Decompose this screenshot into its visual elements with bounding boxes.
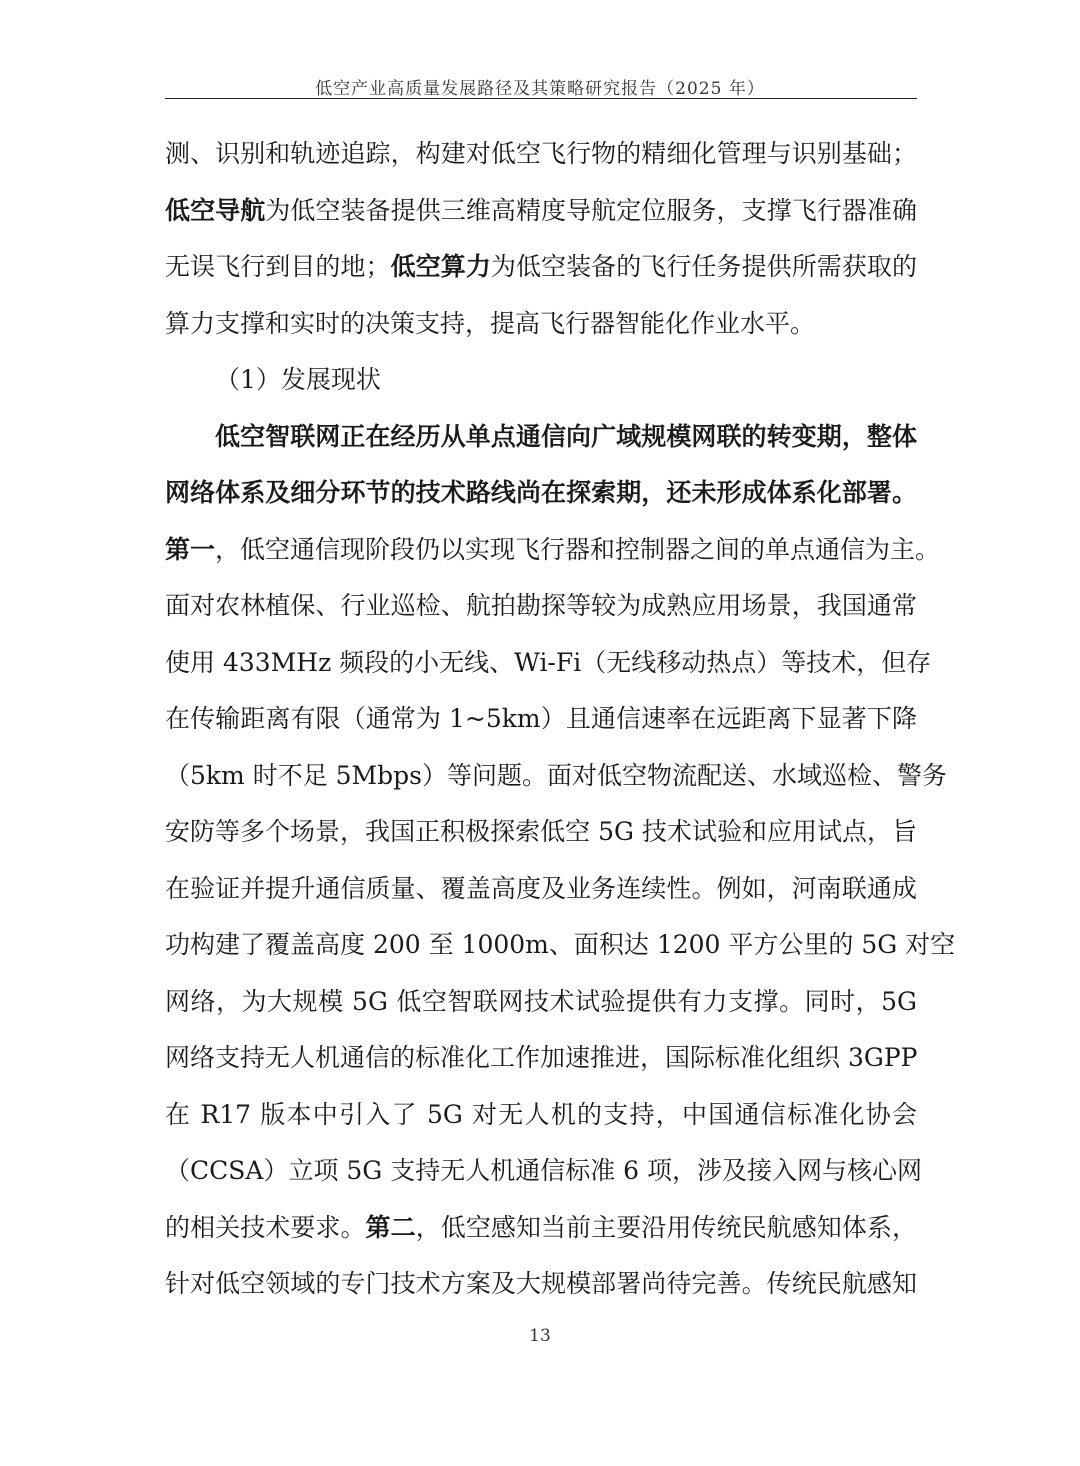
- text-segment: ，低空通信现阶段仍以实现飞行器和控制器之间的单点通信为主。: [215, 534, 941, 564]
- text-segment: ，低空感知当前主要沿用传统民航感知体系，: [415, 1212, 917, 1242]
- text-line: [165, 861, 917, 918]
- text-line: [165, 126, 917, 183]
- text-segment: 在 R17 版本中引入了 5G 对无人机的支持，中国通信标准化协会: [165, 1099, 917, 1129]
- text-line: [165, 635, 932, 692]
- text-line: [165, 352, 917, 409]
- text-line: [165, 465, 917, 522]
- text-segment: 面对农林植保、行业巡检、航拍勘探等较为成熟应用场景，我国通常: [165, 591, 917, 620]
- header-divider: [165, 98, 917, 99]
- text-line: [165, 974, 917, 1031]
- text-segment: 针对低空领域的专门技术方案及大规模部署尚待完善。传统民航感知: [165, 1269, 917, 1298]
- text-segment: 使用 433MHz 频段的小无线、Wi-Fi（无线移动热点）等技术，但存: [165, 647, 932, 677]
- body-text: [165, 126, 956, 1313]
- text-segment: 在传输距离有限（通常为 1~5km）且通信速率在远距离下显著下降: [165, 704, 917, 733]
- text-line: [165, 1087, 917, 1144]
- text-line: [165, 1256, 917, 1313]
- text-segment: 无误飞行到目的地；: [165, 252, 391, 281]
- text-segment: （CCSA）立项 5G 支持无人机通信标准 6 项，涉及接入网与核心网: [165, 1156, 923, 1185]
- text-segment: 算力支撑和实时的决策支持，提高飞行器智能化作业水平。: [165, 308, 816, 338]
- text-line: [165, 239, 917, 296]
- bold-term: 第二: [365, 1212, 416, 1242]
- running-header-title: 低空产业高质量发展路径及其策略研究报告（2025 年）: [315, 79, 765, 99]
- text-line: [165, 578, 917, 635]
- text-segment: 测、识别和轨迹追踪，构建对低空飞行物的精细化管理与识别基础；: [165, 139, 917, 168]
- text-line: [165, 691, 917, 748]
- text-line: [165, 748, 947, 805]
- text-line: [165, 522, 941, 579]
- text-line: [165, 1200, 917, 1257]
- bold-term: 低空导航: [165, 195, 266, 225]
- text-segment: 网络支持无人机通信的标准化工作加速推进，国际标准化组织 3GPP: [165, 1043, 918, 1072]
- text-line: [165, 183, 917, 240]
- text-segment: 功构建了覆盖高度 200 至 1000m、面积达 1200 平方公里的 5G 对空: [165, 930, 956, 959]
- text-line: [165, 917, 956, 974]
- text-line: [165, 409, 917, 466]
- bold-term: 低空算力: [390, 252, 491, 281]
- text-line: [165, 1143, 923, 1200]
- text-segment: 为低空装备的飞行任务提供所需获取的: [490, 252, 917, 281]
- text-segment: （1）发展现状: [215, 365, 381, 394]
- text-segment: 在验证并提升通信质量、覆盖高度及业务连续性。例如，河南联通成: [165, 873, 917, 903]
- bold-term: 第一: [165, 534, 216, 564]
- text-segment: 为低空装备提供三维高精度导航定位服务，支撑飞行器准确: [265, 195, 917, 225]
- text-segment: （5km 时不足 5Mbps）等问题。面对低空物流配送、水域巡检、警务: [165, 760, 947, 790]
- page-number: 13: [529, 1326, 551, 1346]
- text-segment: 网络，为大规模 5G 低空智联网技术试验提供有力支撑。同时，5G: [165, 986, 917, 1016]
- text-segment: 安防等多个场景，我国正积极探索低空 5G 技术试验和应用试点，旨: [165, 817, 917, 846]
- bold-term: 低空智联网正在经历从单点通信向广域规模网联的转变期，整体: [215, 421, 917, 451]
- text-line: [165, 296, 917, 353]
- text-line: [165, 804, 917, 861]
- text-line: [165, 1030, 917, 1087]
- bold-term: 网络体系及细分环节的技术路线尚在探索期，还未形成体系化部署。: [165, 478, 917, 507]
- text-segment: 的相关技术要求。: [165, 1212, 366, 1242]
